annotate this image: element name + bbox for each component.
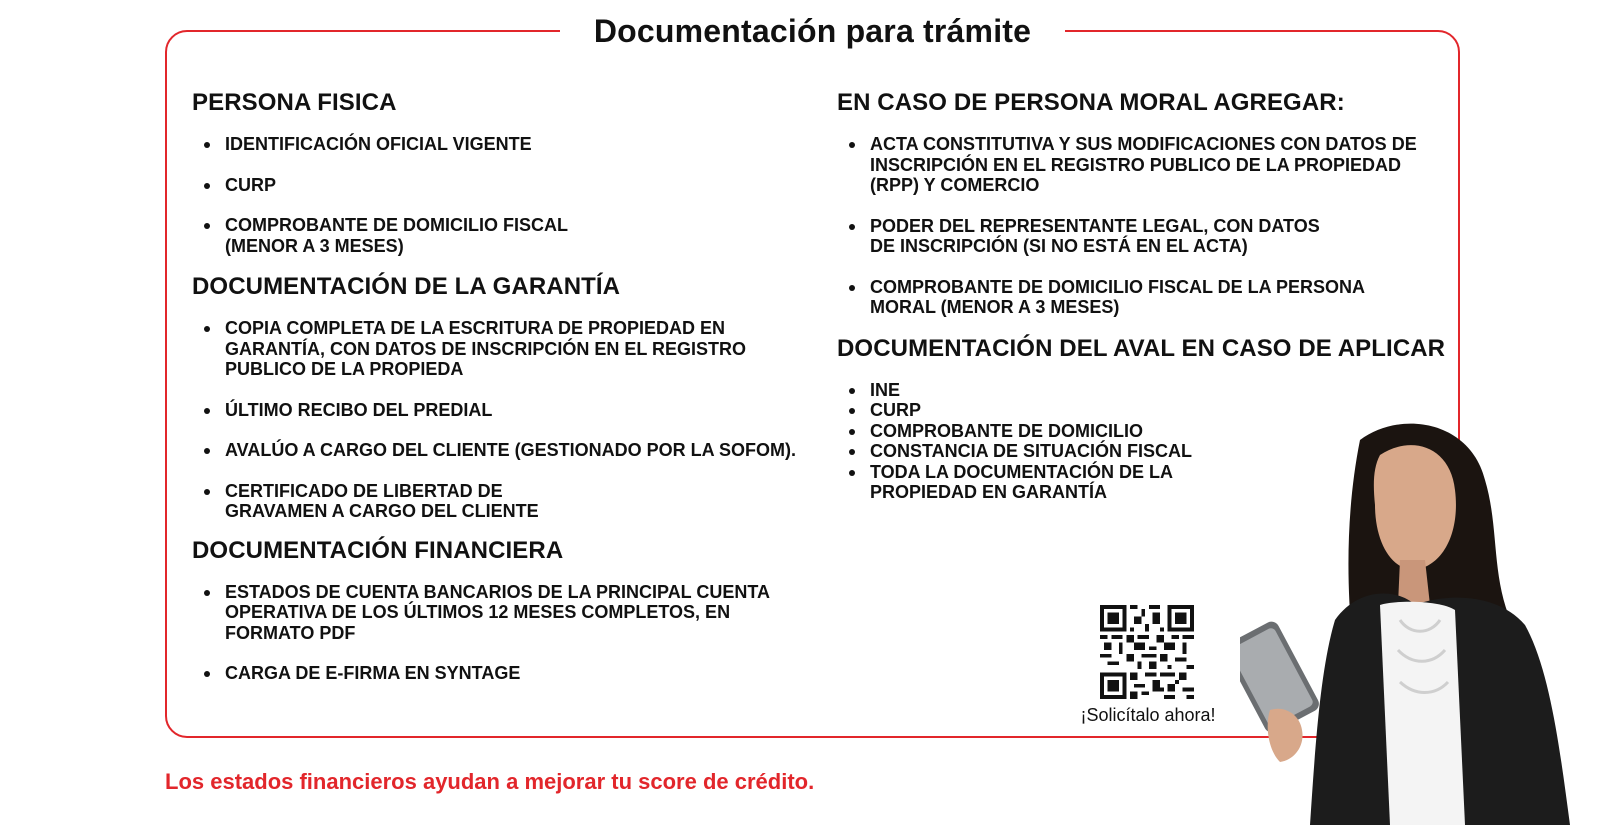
list-financiera (192, 582, 832, 684)
list-garantia (192, 318, 832, 522)
qr-code[interactable] (1100, 605, 1194, 699)
heading-aval: DOCUMENTACIÓN DEL AVAL EN CASO DE APLICAR (837, 334, 1446, 362)
list-item: CARGA DE E-FIRMA EN SYNTAGE (192, 663, 832, 684)
footer-note: Los estados financieros ayudan a mejorar tu score de crédito. (165, 769, 815, 794)
list-item: COMPROBANTE DE DOMICILIO FISCAL (MENOR A 3 MESES) (192, 215, 605, 256)
list-item: TODA LA DOCUMENTACIÓN DE LA PROPIEDAD EN GARANTÍA (837, 462, 1230, 503)
blouse-shape (1380, 602, 1465, 825)
list-item: CONSTANCIA DE SITUACIÓN FISCAL (837, 441, 1457, 462)
list-persona-fisica (192, 134, 832, 256)
list-item: ESTADOS DE CUENTA BANCARIOS DE LA PRINCIPAL CUENTA OPERATIVA DE LOS ÚLTIMOS 12 MESES COMPLETOS, EN FORMATO PDF (192, 582, 805, 644)
list-item: COMPROBANTE DE DOMICILIO FISCAL DE LA PERSONA MORAL (MENOR A 3 MESES) (837, 277, 1400, 318)
heading-persona-moral: EN CASO DE PERSONA MORAL AGREGAR: (837, 89, 1345, 116)
woman-with-tablet-illustration (1240, 420, 1600, 825)
list-item: ÚLTIMO RECIBO DEL PREDIAL (192, 400, 832, 421)
list-item: CURP (837, 400, 1457, 421)
heading-financiera: DOCUMENTACIÓN FINANCIERA (192, 536, 564, 564)
list-item: PODER DEL REPRESENTANTE LEGAL, CON DATOS DE INSCRIPCIÓN (SI NO ESTÁ EN EL ACTA) (837, 216, 1340, 257)
list-item: COMPROBANTE DE DOMICILIO (837, 421, 1457, 442)
list-item: CERTIFICADO DE LIBERTAD DE GRAVAMEN A CARGO DEL CLIENTE (192, 481, 545, 522)
list-item: ACTA CONSTITUTIVA Y SUS MODIFICACIONES CON DATOS DE INSCRIPCIÓN EN EL REGISTRO PUBLICO DE LA PROPIEDAD (RPP) Y COMERCIO (837, 134, 1430, 196)
qr-caption: ¡Solicítalo ahora! (1080, 705, 1216, 725)
page-title: Documentación para trámite (560, 8, 1065, 54)
heading-persona-fisica: PERSONA FISICA (192, 89, 397, 116)
list-item: CURP (192, 175, 832, 196)
left-column (192, 88, 832, 684)
list-persona-moral (837, 134, 1457, 318)
list-item: IDENTIFICACIÓN OFICIAL VIGENTE (192, 134, 832, 155)
heading-garantia: DOCUMENTACIÓN DE LA GARANTÍA (192, 273, 621, 300)
list-item: INE (837, 380, 1457, 401)
list-item: COPIA COMPLETA DE LA ESCRITURA DE PROPIEDAD EN GARANTÍA, CON DATOS DE INSCRIPCIÓN EN EL REGISTRO PUBLICO DE LA PROPIEDA (192, 318, 785, 380)
list-item: AVALÚO A CARGO DEL CLIENTE (GESTIONADO POR LA SOFOM). (192, 440, 832, 461)
